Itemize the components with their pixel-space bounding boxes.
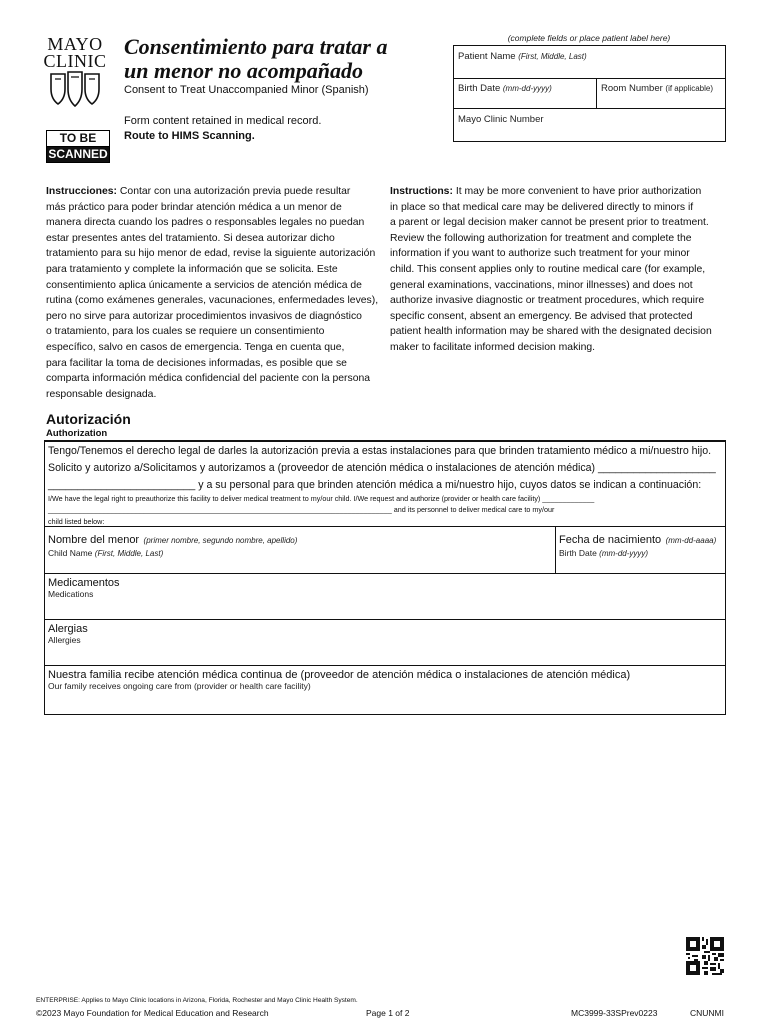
instructions-en-line: It may be more convenient to have prior authorization [455,186,702,197]
medications-en-label: Medications [48,589,94,599]
family-care-es-label: Nuestra familia recibe atención médica continua de (proveedor de atención médica o instalaciones de atención médica) [48,669,631,681]
birth-date-field[interactable] [458,83,552,94]
form-title-spanish-1: Consentimiento para tratar a [124,34,388,59]
instructions-es-line: pero no sirve para autorizar procedimientos invasivos de diagnóstico [46,310,362,322]
child-name-en-label: Child Name [48,548,93,558]
instructions-en-line: patient health information may be shared with the designated decision [390,326,712,338]
divider [596,78,597,108]
logo-line1: MAYO [47,34,103,54]
instructions-spanish [46,184,386,402]
divider [44,619,726,620]
patient-name-hint: (First, Middle, Last) [518,52,587,61]
allergies-field[interactable] [48,623,88,645]
instructions-en-line: general examinations, vaccinations, minor illnesses) and does not [390,279,693,291]
dob-es-label: Fecha de nacimiento [559,534,662,546]
instructions-es-line: específico, salvo en casos de emergencia. Tenga en cuenta que, [46,341,345,353]
form-code-tag: CNUNMI [690,1008,724,1018]
patient-name-label: Patient Name [458,51,516,62]
family-care-en-label: Our family receives ongoing care from (provider or health care facility) [48,681,311,691]
instructions-es-line: Contar con una autorización previa puede resultar [119,186,351,197]
birth-date-label: Birth Date [458,83,501,94]
authorization-en-line3: child listed below: [48,517,105,526]
instructions-es-line: para tratamiento y complete la información que se solicita. Este [46,263,338,275]
instructions-en-heading: Instructions: [390,186,453,197]
enterprise-note: ENTERPRISE: Applies to Mayo Clinic locations in Arizona, Florida, Rochester and Mayo Clinic Health System. [36,997,358,1004]
authorization-es-line1: Tengo/Tenemos el derecho legal de darles la autorización previa a estas instalaciones para que brinden tratamiento médico a mi/nuestro hijo. [48,445,712,457]
instructions-en-line: in place so that medical care may be delivered directly to minors if [390,201,694,213]
instructions-es-line: tratamiento para su hijo menor de edad, revise la siguiente autorización [46,248,376,260]
room-number-label: Room Number [601,83,663,94]
medications-field[interactable] [48,577,120,599]
authorization-es-line2: Solicito y autorizo a/Solicitamos y autorizamos a (proveedor de atención médica o instalaciones de atención médica) ____________________ [48,462,716,474]
room-number-hint: (if applicable) [665,84,713,93]
instructions-es-line: estar presentes antes del tratamiento. Si desea autorizar dicho [46,232,335,244]
authorization-en-line2: ______________________________________________________________________________________ and its personnel to deliver medical care to my/our [48,505,555,514]
child-name-en-hint: (First, Middle, Last) [94,549,164,558]
instructions-es-line: o tratamiento, para los cuales se requiere un consentimiento [46,326,325,338]
instructions-es-line: responsable designada. [46,388,157,400]
instructions-english [390,184,730,356]
qr-code-icon [686,937,724,975]
divider [44,526,726,527]
divider [453,108,726,109]
patient-name-field[interactable] [458,51,587,62]
authorization-subtitle: Authorization [46,428,108,439]
child-name-field[interactable] [48,530,297,558]
instructions-en-line: authorize invasive diagnostic or treatment procedures, which require [390,295,705,307]
divider [44,573,726,574]
dob-en-label: Birth Date [559,548,597,558]
clinic-number-field[interactable]: Mayo Clinic Number [458,114,544,125]
family-care-field[interactable] [48,669,630,691]
room-number-field[interactable] [601,83,713,94]
child-birth-date-field[interactable] [559,530,716,558]
copyright: ©2023 Mayo Foundation for Medical Education and Research [36,1008,269,1018]
instructions-es-line: manera directa cuando los padres o responsables legales no puedan [46,217,365,229]
logo-line2: CLINIC [43,51,107,71]
instructions-en-line: a parent or legal decision maker cannot be present prior to treatment. [390,217,709,229]
authorization-en-line1: I/We have the legal right to preauthorize this facility to deliver medical treatment to my/our child. I/We request and authorize (provider or health care facility) _____________ [48,494,595,503]
form-title-english: Consent to Treat Unaccompanied Minor (Spanish) [124,84,369,96]
divider [555,526,556,573]
instructions-es-line: para facilitar la toma de decisiones informadas, es posible que se [46,357,347,369]
instructions-en-line: information if you want to authorize such treatment for your minor [390,248,690,260]
page-number: Page 1 of 2 [366,1008,410,1018]
instructions-es-line: más práctico para poder brindar atención médica a un menor de [46,201,342,213]
retained-note: Form content retained in medical record. [124,115,322,127]
birth-date-hint: (mm-dd-yyyy) [502,84,552,93]
form-title-spanish-2: un menor no acompañado [124,58,363,83]
child-name-es-hint: (primer nombre, segundo nombre, apellido) [143,536,298,545]
routing-note: Route to HIMS Scanning. [124,130,255,142]
medications-es-label: Medicamentos [48,577,120,589]
scanned-badge: SCANNED [46,146,110,163]
divider [44,665,726,666]
patient-label-note: (complete fields or place patient label here) [507,33,671,43]
mayo-shields-icon [49,71,101,107]
authorization-title: Autorización [46,411,131,427]
divider [453,78,726,79]
instructions-es-heading: Instrucciones: [46,186,118,197]
dob-es-hint: (mm-dd-aaaa) [665,536,717,545]
to-be-badge: TO BE [46,130,110,147]
instructions-en-line: child. This consent applies only to routine medical care (for example, [390,263,706,275]
instructions-es-line: comparta información médica confidencial del paciente con la persona [46,373,371,385]
authorization-es-line3: _________________________ y a su personal para que brinden atención médica a mi/nuestro hijo, cuyos datos se indican a continuación: [48,479,702,491]
instructions-es-line: consentimiento aplica únicamente a servicios de atención médica de [46,279,362,291]
instructions-en-line: Review the following authorization for treatment and complete the [390,232,692,244]
child-name-es-label: Nombre del menor [48,534,140,546]
mayo-logo-text [40,36,110,70]
allergies-es-label: Alergias [48,623,88,635]
dob-en-hint: (mm-dd-yyyy) [599,549,649,558]
form-code: MC3999-33SPrev0223 [571,1008,658,1018]
instructions-en-line: maker to facilitate informed decision making. [390,341,596,353]
instructions-es-line: rutina (como exámenes generales, vacunaciones, enfermedades leves), [46,295,379,307]
instructions-en-line: specific consent, absent an emergency. Be advised that protected [390,310,693,322]
allergies-en-label: Allergies [48,635,81,645]
